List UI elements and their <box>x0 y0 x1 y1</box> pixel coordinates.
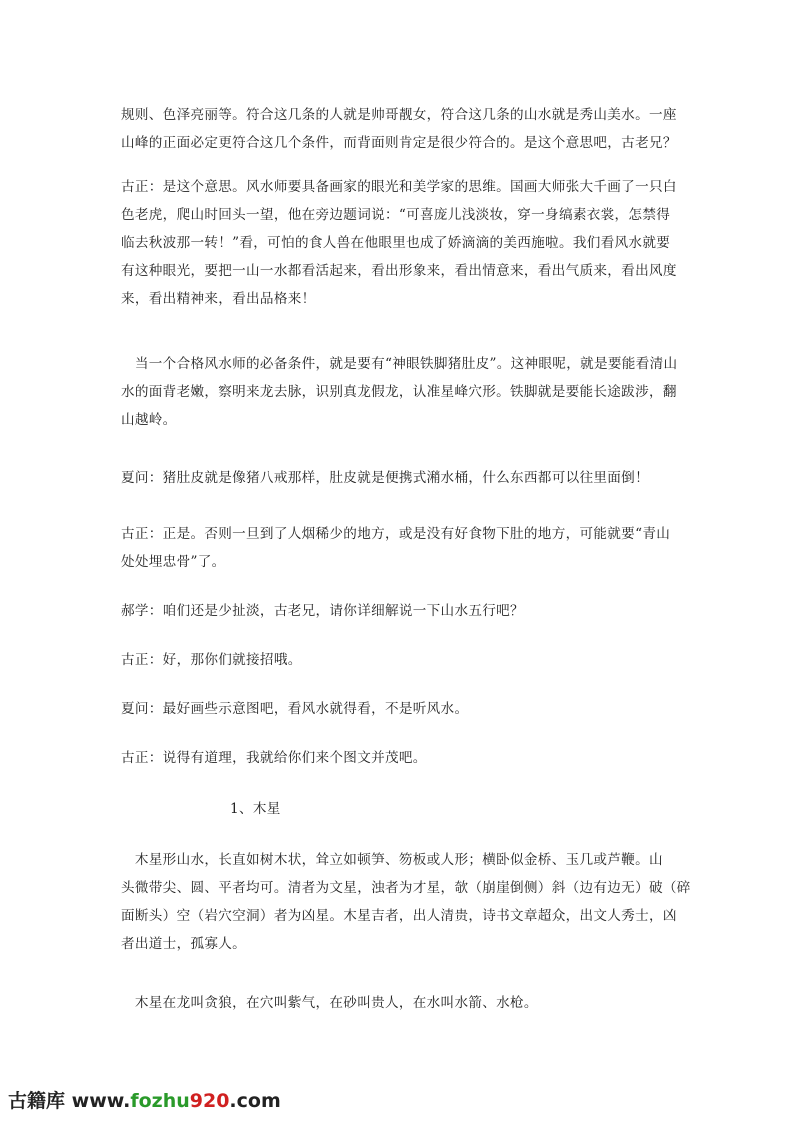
text-line: 来，看出精神来，看出品格来！ <box>121 291 316 307</box>
footer-brand: 古籍库 <box>8 1090 66 1112</box>
text-line: 色老虎，爬山时回头一望，他在旁边题词说：“可喜庞儿浅淡妆，穿一身缟素衣裳，怎禁得 <box>121 207 671 223</box>
paragraph <box>121 695 691 723</box>
text-line: 处处埋忠骨”了。 <box>121 554 226 570</box>
text-line: 山越岭。 <box>121 412 177 428</box>
text-line: 山峰的正面必定更符合这几个条件，而背面则肯定是很少符合的。是这个意思吧，古老兄？ <box>121 135 677 151</box>
text-line: 木星在龙叫贪狼，在穴叫紫气，在砂叫贵人，在水叫水箭、水枪。 <box>121 995 538 1011</box>
text-line: 郝学：咱们还是少扯淡，古老兄，请你详细解说一下山水五行吧？ <box>121 603 524 619</box>
text-line: 夏问：最好画些示意图吧，看风水就得看，不是听风水。 <box>121 701 469 717</box>
paragraph <box>121 101 691 157</box>
text-line: 有这种眼光，要把一山一水都看活起来，看出形象来，看出情意来，看出气质来，看出风度 <box>121 263 677 279</box>
text-line: 1、木星 <box>230 801 281 817</box>
paragraph <box>121 350 691 434</box>
paragraph <box>121 744 691 772</box>
text-line: 规则、色泽亮丽等。符合这几条的人就是帅哥靓女，符合这几条的山水就是秀山美水。一座 <box>121 107 677 123</box>
paragraph <box>121 646 691 674</box>
text-line: 面断头）空（岩穴空洞）者为凶星。木星吉者，出人清贵，诗书文章超众，出文人秀士，凶 <box>121 908 677 924</box>
text-line: 木星形山水，长直如树木状，耸立如顿笋、笏板或人形；横卧似金桥、玉几或芦鞭。山 <box>121 852 663 868</box>
text-line: 者出道士，孤寡人。 <box>121 936 247 952</box>
watermark-footer <box>8 1086 281 1113</box>
text-line: 夏问：猪肚皮就是像猪八戒那样，肚皮就是便携式潲水桶，什么东西都可以往里面倒！ <box>121 470 649 486</box>
text-line: 临去秋波那一转！”看，可怕的食人兽在他眼里也成了娇滴滴的美西施啦。我们看风水就要 <box>121 235 671 251</box>
text-line: 头微带尖、圆、平者均可。清者为文星，浊者为才星，欹（崩崖倒侧）斜（边有边无）破（碎 <box>121 880 691 896</box>
paragraph <box>121 989 691 1017</box>
section-heading <box>230 795 793 823</box>
paragraph <box>121 520 691 576</box>
paragraph <box>121 173 691 313</box>
text-line: 水的面背老嫩，察明来龙去脉，识别真龙假龙，认准星峰穴形。铁脚就是要能长途跋涉，翻 <box>121 384 677 400</box>
text-line: 当一个合格风水师的必备条件，就是要有“神眼铁脚猪肚皮”。这神眼呢，就是要能看清山 <box>121 356 678 372</box>
footer-url: www.fozhu920.com <box>71 1090 281 1112</box>
text-line: 古正：是这个意思。风水师要具备画家的眼光和美学家的思维。国画大师张大千画了一只白 <box>121 179 677 195</box>
paragraph <box>121 597 691 625</box>
text-line: 古正：好，那你们就接招哦。 <box>121 652 302 668</box>
paragraph <box>121 464 691 492</box>
text-line: 古正：正是。否则一旦到了人烟稀少的地方，或是没有好食物下肚的地方，可能就要“青山 <box>121 526 671 542</box>
text-line: 古正：说得有道理，我就给你们来个图文并茂吧。 <box>121 750 427 766</box>
paragraph <box>121 846 691 958</box>
